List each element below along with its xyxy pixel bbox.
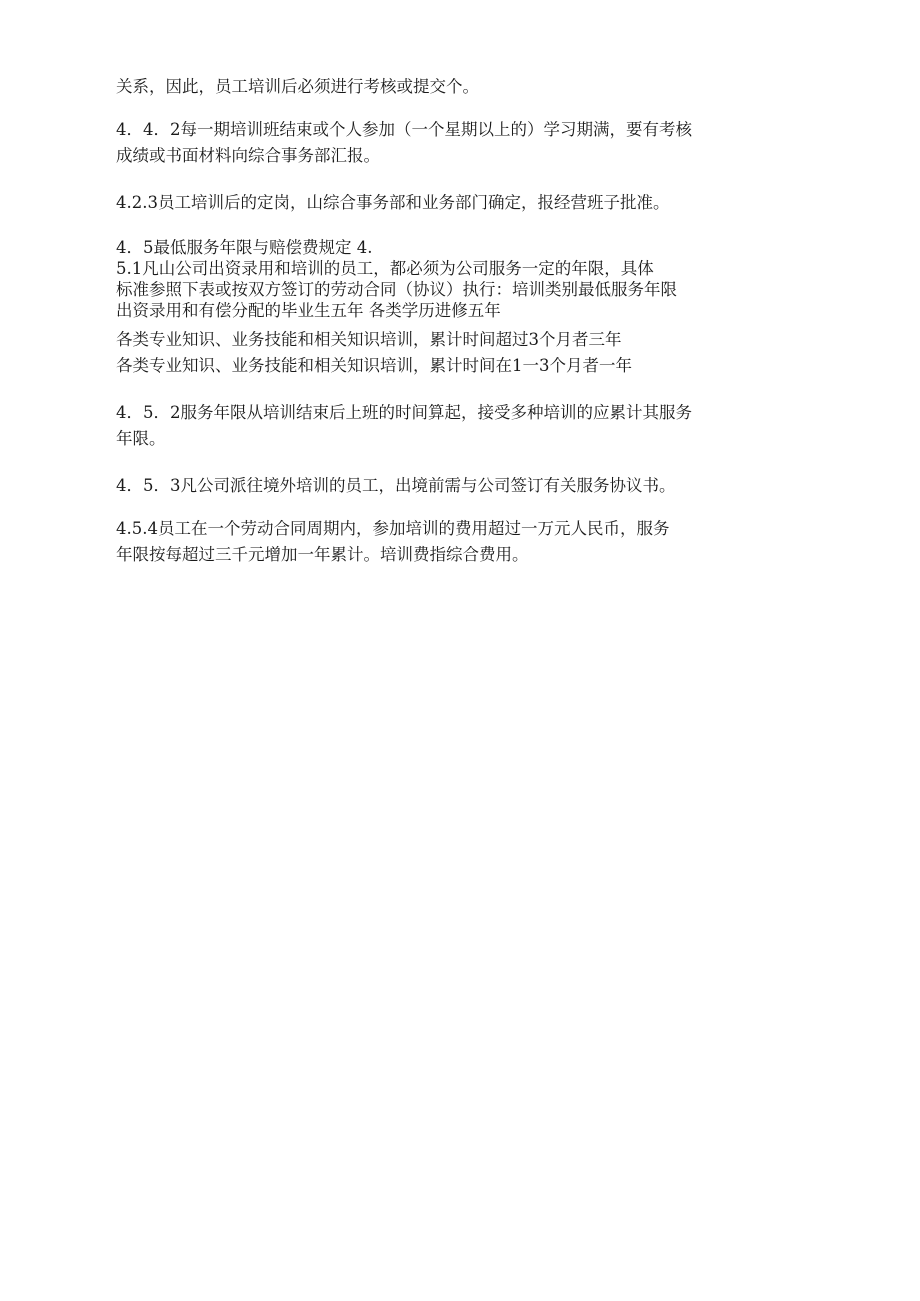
paragraph-4-5-service-years <box>116 237 806 321</box>
text-line: 出资录用和有偿分配的毕业生五年 各类学历进修五年 <box>116 301 501 320</box>
text-line: 5.1凡山公司出资录用和培训的员工，都必须为公司服务一定的年限，具体 <box>116 259 654 278</box>
text-line: 成绩或书面材料向综合事务部汇报。 <box>116 146 380 165</box>
document-page <box>116 74 806 568</box>
text-line: 关系，因此，员工培训后必须进行考核或提交个。 <box>116 77 479 96</box>
text-line: 各类专业知识、业务技能和相关知识培训，累计时间超过3个月者三年 <box>116 330 622 349</box>
paragraph-4-5-3 <box>116 473 806 499</box>
text-line: 年限。 <box>116 429 166 448</box>
paragraph-4-2-3 <box>116 190 806 216</box>
paragraph-4-5-2 <box>116 400 806 452</box>
text-line: 4．5．3凡公司派往境外培训的员工，出境前需与公司签订有关服务协议书。 <box>116 476 676 495</box>
text-line: 4．5．2服务年限从培训结束后上班的时间算起，接受多种培训的应累计其服务 <box>116 403 692 422</box>
text-line: 4．5最低服务年限与赔偿费规定 4. <box>116 238 373 257</box>
paragraph-assessment-note <box>116 74 806 100</box>
paragraph-4-4-2 <box>116 117 806 169</box>
paragraph-training-categories <box>116 327 806 379</box>
text-line: 4.5.4员工在一个劳动合同周期内，参加培训的费用超过一万元人民币，服务 <box>116 519 670 538</box>
text-line: 各类专业知识、业务技能和相关知识培训，累计时间在1一3个月者一年 <box>116 356 632 375</box>
text-line: 年限按每超过三千元增加一年累计。培训费指综合费用。 <box>116 545 529 564</box>
text-line: 4．4．2每一期培训班结束或个人参加（一个星期以上的）学习期满，要有考核 <box>116 120 692 139</box>
paragraph-4-5-4 <box>116 516 806 568</box>
text-line: 标准参照下表或按双方签订的劳动合同（协议）执行：培训类别最低服务年限 <box>116 280 677 299</box>
text-line: 4.2.3员工培训后的定岗，山综合事务部和业务部门确定，报经营班子批准。 <box>116 193 670 212</box>
